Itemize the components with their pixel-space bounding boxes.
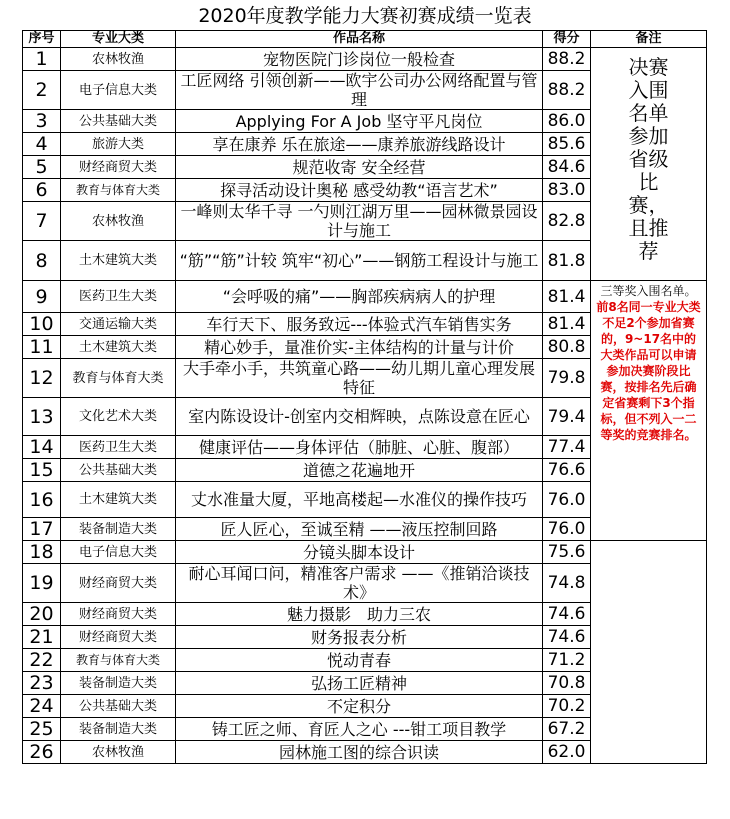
category-cell: 教育与体育大类 [61, 649, 176, 672]
score-cell: 76.6 [543, 459, 591, 482]
category-cell: 土木建筑大类 [61, 336, 176, 359]
score-cell: 74.6 [543, 603, 591, 626]
score-cell: 70.2 [543, 695, 591, 718]
work-title-cell: 精心妙手，量准价实-主体结构的计量与计价 [176, 336, 543, 359]
score-cell: 70.8 [543, 672, 591, 695]
work-title-cell: 工匠网络 引领创新——欧宇公司办公网络配置与管理 [176, 71, 543, 110]
rank-cell: 10 [23, 313, 61, 336]
note-third-prize-rule: 前8名同一专业大类不足2个参加省赛的，9~17名中的大类作品可以申请参加决赛阶段比赛，按排名先后确定省赛剩下3个指标，但不列入一二等奖的竞赛排名。 [596, 300, 701, 442]
category-cell: 旅游大类 [61, 133, 176, 156]
score-cell: 79.8 [543, 359, 591, 398]
table-row [23, 48, 707, 71]
rank-cell: 1 [23, 48, 61, 71]
score-cell: 74.8 [543, 564, 591, 603]
score-cell: 81.4 [543, 313, 591, 336]
category-cell: 医药卫生大类 [61, 281, 176, 313]
score-cell: 84.6 [543, 156, 591, 179]
rank-cell: 15 [23, 459, 61, 482]
score-cell: 75.6 [543, 541, 591, 564]
note-finalists [591, 48, 707, 281]
rank-cell: 4 [23, 133, 61, 156]
rank-cell: 2 [23, 71, 61, 110]
rank-cell: 21 [23, 626, 61, 649]
work-title-cell: 园林施工图的综合识读 [176, 741, 543, 764]
work-title-cell: 一峰则太华千寻 一勺则江湖万里——园林微景园设计与施工 [176, 202, 543, 241]
work-title-cell: 不定积分 [176, 695, 543, 718]
rank-cell: 25 [23, 718, 61, 741]
note-third-prize-text: 三等奖入围名单。 [600, 284, 697, 298]
score-cell: 76.0 [543, 518, 591, 541]
score-cell: 82.8 [543, 202, 591, 241]
category-cell: 公共基础大类 [61, 459, 176, 482]
note-empty [591, 541, 707, 764]
score-cell: 67.2 [543, 718, 591, 741]
rank-cell: 7 [23, 202, 61, 241]
rank-cell: 16 [23, 482, 61, 518]
category-cell: 装备制造大类 [61, 718, 176, 741]
category-cell: 公共基础大类 [61, 110, 176, 133]
work-title-cell: “筋”“筋”计较 筑牢“初心”——钢筋工程设计与施工 [176, 241, 543, 281]
score-cell: 80.8 [543, 336, 591, 359]
rank-cell: 5 [23, 156, 61, 179]
rank-cell: 18 [23, 541, 61, 564]
rank-cell: 20 [23, 603, 61, 626]
score-cell: 81.8 [543, 241, 591, 281]
work-title-cell: “会呼吸的痛”——胸部疾病病人的护理 [176, 281, 543, 313]
work-title-cell: 弘扬工匠精神 [176, 672, 543, 695]
category-cell: 医药卫生大类 [61, 436, 176, 459]
category-cell: 农林牧渔 [61, 741, 176, 764]
category-cell: 财经商贸大类 [61, 603, 176, 626]
work-title-cell: 耐心耳闻口问，精准客户需求 ——《推销洽谈技术》 [176, 564, 543, 603]
category-cell: 文化艺术大类 [61, 398, 176, 436]
rank-cell: 22 [23, 649, 61, 672]
work-title-cell: 分镜头脚本设计 [176, 541, 543, 564]
rank-cell: 17 [23, 518, 61, 541]
category-cell: 土木建筑大类 [61, 482, 176, 518]
work-title-cell: 享在康养 乐在旅途——康养旅游线路设计 [176, 133, 543, 156]
work-title-cell: 车行天下、服务致远---体验式汽车销售实务 [176, 313, 543, 336]
table-header-row [23, 31, 707, 48]
score-cell: 77.4 [543, 436, 591, 459]
work-title-cell: 规范收寄 安全经营 [176, 156, 543, 179]
rank-cell: 3 [23, 110, 61, 133]
results-table [22, 30, 707, 764]
rank-cell: 19 [23, 564, 61, 603]
score-cell: 85.6 [543, 133, 591, 156]
score-cell: 76.0 [543, 482, 591, 518]
work-title-cell: 大手牵小手，共筑童心路——幼儿期儿童心理发展特征 [176, 359, 543, 398]
category-cell: 装备制造大类 [61, 518, 176, 541]
category-cell: 公共基础大类 [61, 695, 176, 718]
rank-cell: 11 [23, 336, 61, 359]
rank-cell: 6 [23, 179, 61, 202]
score-cell: 71.2 [543, 649, 591, 672]
work-title-cell: 道德之花遍地开 [176, 459, 543, 482]
note-third-prize [591, 281, 707, 541]
rank-cell: 23 [23, 672, 61, 695]
table-row [23, 541, 707, 564]
header-note: 备注 [591, 31, 707, 48]
header-rank: 序号 [23, 31, 61, 48]
rank-cell: 12 [23, 359, 61, 398]
score-cell: 62.0 [543, 741, 591, 764]
work-title-cell: 铸工匠之师、育匠人之心 ---钳工项目教学 [176, 718, 543, 741]
work-title-cell: 室内陈设设计-创室内交相辉映，点陈设意在匠心 [176, 398, 543, 436]
work-title-cell: 悦动青春 [176, 649, 543, 672]
score-cell: 88.2 [543, 48, 591, 71]
category-cell: 交通运输大类 [61, 313, 176, 336]
category-cell: 教育与体育大类 [61, 359, 176, 398]
category-cell: 装备制造大类 [61, 672, 176, 695]
rank-cell: 14 [23, 436, 61, 459]
category-cell: 土木建筑大类 [61, 241, 176, 281]
score-cell: 86.0 [543, 110, 591, 133]
category-cell: 农林牧渔 [61, 202, 176, 241]
score-cell: 81.4 [543, 281, 591, 313]
category-cell: 农林牧渔 [61, 48, 176, 71]
rank-cell: 26 [23, 741, 61, 764]
category-cell: 教育与体育大类 [61, 179, 176, 202]
score-cell: 88.2 [543, 71, 591, 110]
page-title: 2020年度教学能力大赛初赛成绩一览表 [198, 5, 532, 27]
work-title-cell: 健康评估——身体评估（肺脏、心脏、腹部） [176, 436, 543, 459]
note-finalists-text: 决赛入围名单参加省级比赛，且推荐 [628, 55, 669, 263]
table-body [23, 48, 707, 764]
category-cell: 财经商贸大类 [61, 626, 176, 649]
rank-cell: 8 [23, 241, 61, 281]
work-title-cell: Applying For A Job 坚守平凡岗位 [176, 110, 543, 133]
score-cell: 79.4 [543, 398, 591, 436]
rank-cell: 24 [23, 695, 61, 718]
work-title-cell: 宠物医院门诊岗位一般检查 [176, 48, 543, 71]
work-title-cell: 丈水准量大厦，平地高楼起—水准仪的操作技巧 [176, 482, 543, 518]
category-cell: 电子信息大类 [61, 71, 176, 110]
rank-cell: 9 [23, 281, 61, 313]
rank-cell: 13 [23, 398, 61, 436]
table-row [23, 281, 707, 313]
work-title-cell: 探寻活动设计奥秘 感受幼教“语言艺术” [176, 179, 543, 202]
header-work: 作品名称 [176, 31, 543, 48]
header-score: 得分 [543, 31, 591, 48]
work-title-cell: 财务报表分析 [176, 626, 543, 649]
score-cell: 83.0 [543, 179, 591, 202]
category-cell: 财经商贸大类 [61, 564, 176, 603]
score-cell: 74.6 [543, 626, 591, 649]
work-title-cell: 匠人匠心，至诚至精 ——液压控制回路 [176, 518, 543, 541]
category-cell: 电子信息大类 [61, 541, 176, 564]
header-category: 专业大类 [61, 31, 176, 48]
category-cell: 财经商贸大类 [61, 156, 176, 179]
work-title-cell: 魅力摄影 助力三农 [176, 603, 543, 626]
